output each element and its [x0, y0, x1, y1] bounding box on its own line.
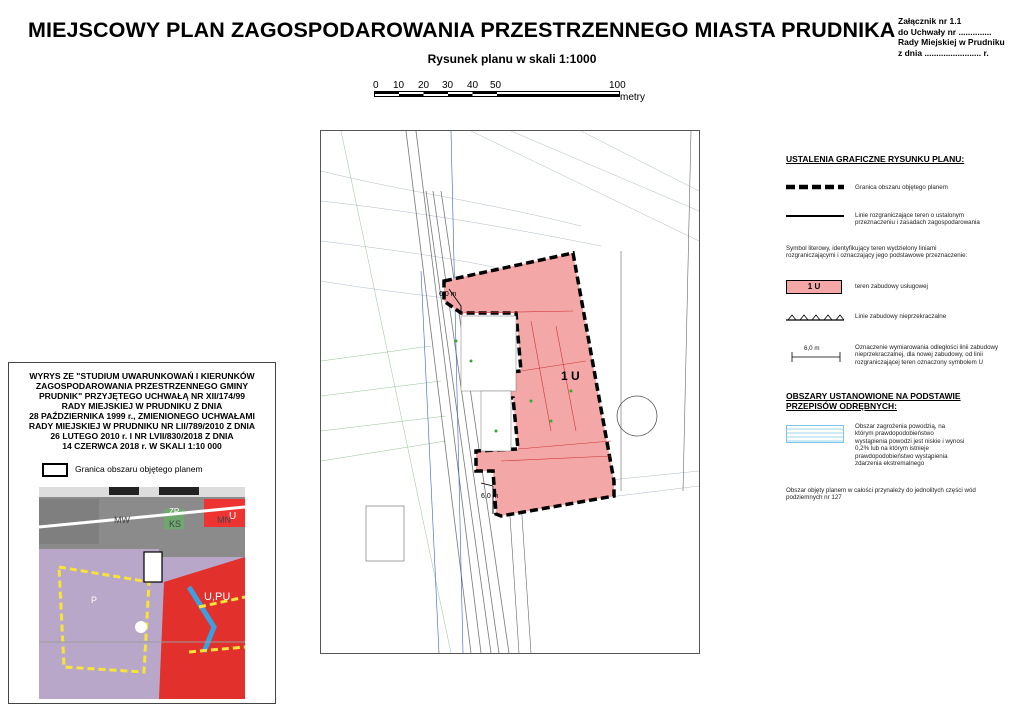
- zone-label: 1 U: [561, 369, 580, 383]
- annex-line: Rady Miejskiej w Prudniku: [898, 37, 1005, 47]
- scale-unit: metry: [620, 92, 645, 103]
- plan-drawing: [321, 131, 699, 653]
- study-title: [19, 371, 265, 451]
- zone-symbol-desc: teren zabudowy usługowej: [855, 283, 928, 290]
- annex-line: Załącznik nr 1.1: [898, 16, 962, 26]
- scale-tick: 30: [442, 80, 454, 91]
- study-label-mw: MW: [114, 515, 130, 525]
- study-label-u: U: [229, 511, 237, 522]
- study-minimap: [39, 487, 245, 699]
- scale-tick: 20: [418, 80, 430, 91]
- legend-item-label: Granica obszaru objętego planem: [855, 184, 948, 191]
- plan-map: [320, 130, 700, 654]
- page-subtitle: Rysunek planu w skali 1:1000: [427, 52, 597, 66]
- study-title-line: 28 PAŹDZIERNIKA 1999 r., ZMIENIONEGO UCHWAŁAMI: [29, 411, 255, 421]
- study-label-mn: MN: [217, 515, 231, 525]
- flood-area-symbol: [786, 425, 844, 443]
- distance-description: Oznaczenie wymiarowania odległości linii zabudowy nieprzekraczalnej, dla nowej zabudowy, od linii rozgraniczającej teren oznaczony symbolem U: [855, 344, 999, 366]
- dimension-bottom: 6,0 m: [481, 493, 499, 500]
- study-title-line: ZAGOSPODAROWANIA PRZESTRZENNEGO GMINY: [35, 381, 249, 391]
- scale-bar-graphic: [374, 91, 624, 99]
- building-line-label: Linie zabudowy nieprzekraczalne: [855, 313, 947, 320]
- dimension-top: 6,0 m: [439, 291, 457, 298]
- distance-symbol: [790, 352, 844, 362]
- annex-line: do Uchwały nr ..............: [898, 26, 992, 37]
- distance-symbol-label: 6,0 m: [804, 345, 820, 352]
- zone-symbol: 1 U: [786, 280, 842, 294]
- study-label-p: P: [91, 595, 98, 605]
- study-extract: [8, 362, 276, 704]
- scale-tick: 10: [393, 80, 405, 91]
- groundwater-note: Obszar objęty planem w całości przynależy do jednolitych części wód podziemnych nr 127: [786, 487, 976, 502]
- study-legend-symbol: [42, 463, 68, 477]
- study-title-line: 14 CZERWCA 2018 r. W SKALI 1:10 000: [62, 441, 222, 451]
- scale-tick: 40: [467, 80, 479, 91]
- study-label-zp: ZP: [169, 507, 180, 516]
- study-label-ks: KS: [169, 519, 182, 529]
- study-title-line: WYRYS ZE "STUDIUM UWARUNKOWAŃ I KIERUNKÓW: [29, 371, 255, 381]
- annex-note: [898, 16, 1005, 58]
- study-title-line: RADY MIEJSKIEJ W PRUDNIKU NR LII/789/2010 Z DNIA: [28, 421, 256, 431]
- flood-description: Obszar zagrożenia powodzią, na którym prawdopodobieństwo wystąpienia powodzi jest niskie i wynosi 0,2% lub na którym istnieje prawdopodobieństwo wystąpienia zdarzenia ekstremalnego: [855, 423, 965, 468]
- study-title-line: RADY MIEJSKIEJ W PRUDNIKU Z DNIA: [61, 401, 223, 411]
- study-label-upu: U,PU: [204, 591, 231, 603]
- building-line-symbol: [786, 312, 844, 322]
- scale-tick: 50: [490, 80, 502, 91]
- annex-line: z dnia ........................ r.: [898, 47, 989, 58]
- scale-tick: 100: [609, 80, 626, 91]
- legend-item-label: Linie rozgraniczające teren o ustalonym przeznaczeniu i zasadach zagospodarowania: [855, 212, 980, 227]
- study-legend-label: Granica obszaru objętego planem: [75, 464, 203, 474]
- plan-boundary-symbol: [786, 183, 844, 191]
- scale-tick: 0: [373, 80, 379, 91]
- demarcation-line-symbol: [786, 214, 844, 218]
- legend-heading: USTALENIA GRAFICZNE RYSUNKU PLANU:: [786, 154, 965, 164]
- study-title-line: 26 LUTEGO 2010 r. I NR LVII/830/2018 Z DNIA: [50, 431, 234, 441]
- legend-heading-2: OBSZARY USTANOWIONE NA PODSTAWIE PRZEPISÓW ODRĘBNYCH:: [786, 391, 961, 411]
- symbol-description: Symbol literowy, identyfikujący teren wydzielony liniami rozgraniczającymi i oznaczający jego podstawowe przeznaczenie:: [786, 245, 968, 260]
- page-title: MIEJSCOWY PLAN ZAGOSPODAROWANIA PRZESTRZENNEGO MIASTA PRUDNIKA: [28, 18, 896, 42]
- study-title-line: PRUDNIK" PRZYJĘTEGO UCHWAŁĄ NR XII/174/99: [38, 391, 246, 401]
